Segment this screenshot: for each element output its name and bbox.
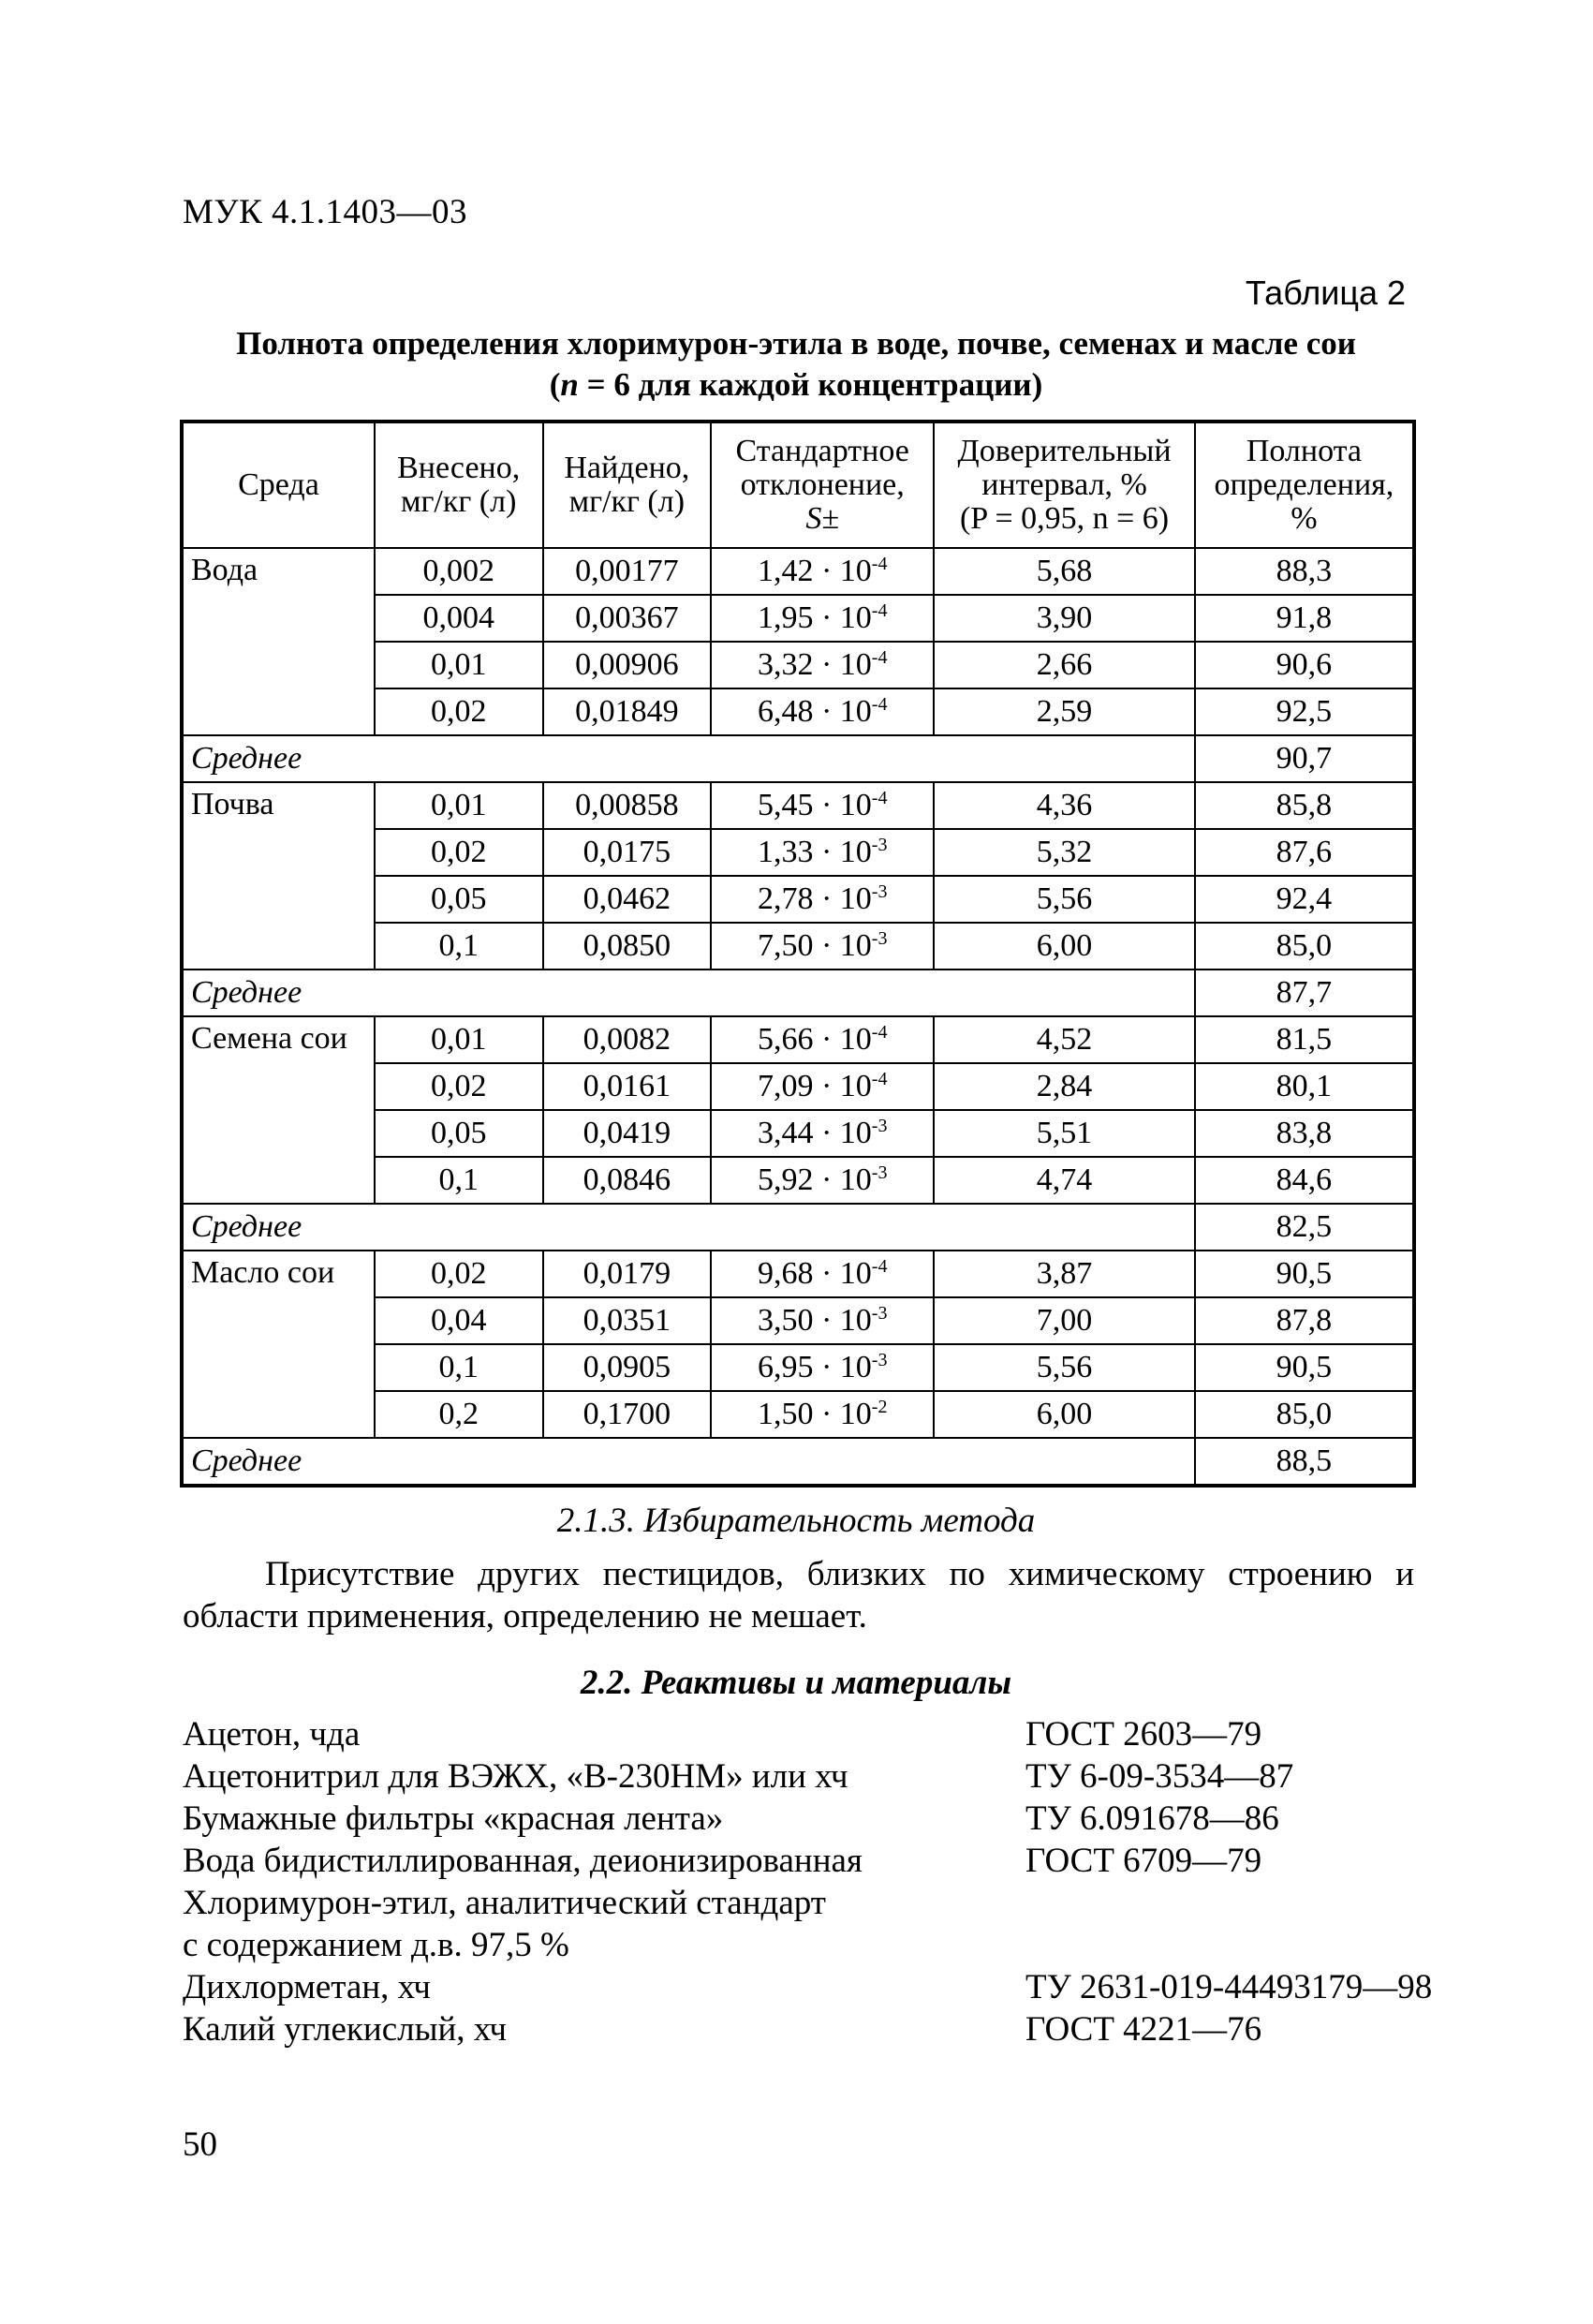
average-label: Среднее xyxy=(182,970,1195,1016)
table-body xyxy=(182,548,1414,1486)
header-confidence-interval: Доверительный интервал, % (P = 0,95, n = 6) xyxy=(934,422,1195,548)
confidence-interval-cell: 2,66 xyxy=(934,642,1195,688)
average-row xyxy=(182,1438,1414,1486)
title-rest: = 6 для каждой концентрации) xyxy=(578,366,1043,403)
confidence-interval-cell: 5,68 xyxy=(934,548,1195,595)
std-deviation-cell: $5,92 \cdot 10^{-3}$ xyxy=(711,1157,934,1204)
added-cell: 0,05 xyxy=(375,876,543,923)
recovery-cell: 88,3 xyxy=(1195,548,1414,595)
material-standard: ТУ 2631-019-44493179—98 xyxy=(1025,1968,1433,2006)
recovery-cell: 90,6 xyxy=(1195,642,1414,688)
found-cell: 0,01849 xyxy=(543,688,712,735)
header-found: Найдено, мг/кг (л) xyxy=(543,422,712,548)
material-name: Вода бидистиллированная, деионизированная xyxy=(183,1842,863,1880)
confidence-interval-cell: 4,36 xyxy=(934,782,1195,829)
added-cell: 0,01 xyxy=(375,1016,543,1063)
recovery-cell: 85,8 xyxy=(1195,782,1414,829)
section-213-text: Присутствие других пестицидов, близких по химическому строению и области применения, определению не мешает. xyxy=(183,1555,1414,1636)
std-deviation-cell: $3,44 \cdot 10^{-3}$ xyxy=(711,1110,934,1157)
average-row xyxy=(182,735,1414,782)
found-cell: 0,00367 xyxy=(543,595,712,642)
found-cell: 0,0850 xyxy=(543,923,712,970)
added-cell: 0,02 xyxy=(375,829,543,876)
confidence-interval-cell: 6,00 xyxy=(934,1391,1195,1438)
header-medium: Среда xyxy=(182,422,375,548)
table-row xyxy=(182,1251,1414,1297)
std-deviation-cell: $5,66 \cdot 10^{-4}$ xyxy=(711,1016,934,1063)
title-paren: ( xyxy=(549,366,561,403)
table-title xyxy=(178,323,1414,406)
material-name: Калий углекислый, хч xyxy=(183,2010,508,2049)
recovery-table xyxy=(180,420,1416,1488)
confidence-interval-cell: 3,90 xyxy=(934,595,1195,642)
std-deviation-cell: $2,78 \cdot 10^{-3}$ xyxy=(711,876,934,923)
confidence-interval-cell: 5,32 xyxy=(934,829,1195,876)
table-row xyxy=(182,782,1414,829)
added-cell: 0,02 xyxy=(375,1251,543,1297)
found-cell: 0,0462 xyxy=(543,876,712,923)
found-cell: 0,0419 xyxy=(543,1110,712,1157)
confidence-interval-cell: 2,59 xyxy=(934,688,1195,735)
added-cell: 0,004 xyxy=(375,595,543,642)
medium-cell: Почва xyxy=(182,782,375,970)
confidence-interval-cell: 5,56 xyxy=(934,876,1195,923)
average-row xyxy=(182,970,1414,1016)
std-deviation-cell: $1,95 \cdot 10^{-4}$ xyxy=(711,595,934,642)
std-deviation-cell: $1,50 \cdot 10^{-2}$ xyxy=(711,1391,934,1438)
material-standard: ТУ 6-09-3534—87 xyxy=(1025,1757,1294,1796)
medium-cell: Семена сои xyxy=(182,1016,375,1204)
average-value: 87,7 xyxy=(1195,970,1414,1016)
added-cell: 0,02 xyxy=(375,1063,543,1110)
medium-cell: Масло сои xyxy=(182,1251,375,1438)
recovery-cell: 90,5 xyxy=(1195,1251,1414,1297)
std-deviation-cell: $7,50 \cdot 10^{-3}$ xyxy=(711,923,934,970)
header-std-deviation: Стандартное отклонение, S± xyxy=(711,422,934,548)
material-name: Дихлорметан, хч xyxy=(183,1968,431,2006)
recovery-cell: 85,0 xyxy=(1195,1391,1414,1438)
confidence-interval-cell: 3,87 xyxy=(934,1251,1195,1297)
found-cell: 0,0082 xyxy=(543,1016,712,1063)
added-cell: 0,1 xyxy=(375,923,543,970)
recovery-cell: 80,1 xyxy=(1195,1063,1414,1110)
std-deviation-cell: $3,50 \cdot 10^{-3}$ xyxy=(711,1297,934,1344)
table-row xyxy=(182,548,1414,595)
added-cell: 0,02 xyxy=(375,688,543,735)
material-standard: ТУ 6.091678—86 xyxy=(1025,1799,1279,1838)
table-number: Таблица 2 xyxy=(1245,274,1406,312)
recovery-cell: 92,4 xyxy=(1195,876,1414,923)
found-cell: 0,0179 xyxy=(543,1251,712,1297)
added-cell: 0,1 xyxy=(375,1344,543,1391)
medium-cell: Вода xyxy=(182,548,375,735)
added-cell: 0,1 xyxy=(375,1157,543,1204)
recovery-cell: 83,8 xyxy=(1195,1110,1414,1157)
recovery-cell: 81,5 xyxy=(1195,1016,1414,1063)
average-label: Среднее xyxy=(182,735,1195,782)
average-value: 90,7 xyxy=(1195,735,1414,782)
title-n: n xyxy=(560,366,579,403)
header-added: Внесено, мг/кг (л) xyxy=(375,422,543,548)
found-cell: 0,0161 xyxy=(543,1063,712,1110)
std-deviation-cell: $1,42 \cdot 10^{-4}$ xyxy=(711,548,934,595)
header-recovery: Полнота определения, % xyxy=(1195,422,1414,548)
average-value: 88,5 xyxy=(1195,1438,1414,1486)
material-name: Ацетон, чда xyxy=(183,1715,361,1754)
table-title-line2 xyxy=(178,364,1414,406)
confidence-interval-cell: 2,84 xyxy=(934,1063,1195,1110)
confidence-interval-cell: 7,00 xyxy=(934,1297,1195,1344)
material-standard: ГОСТ 4221—76 xyxy=(1025,2010,1262,2049)
found-cell: 0,0905 xyxy=(543,1344,712,1391)
added-cell: 0,01 xyxy=(375,782,543,829)
average-label: Среднее xyxy=(182,1204,1195,1251)
added-cell: 0,05 xyxy=(375,1110,543,1157)
page-number: 50 xyxy=(183,2125,217,2164)
recovery-cell: 92,5 xyxy=(1195,688,1414,735)
recovery-cell: 87,6 xyxy=(1195,829,1414,876)
added-cell: 0,2 xyxy=(375,1391,543,1438)
found-cell: 0,00177 xyxy=(543,548,712,595)
std-deviation-cell: $6,95 \cdot 10^{-3}$ xyxy=(711,1344,934,1391)
std-deviation-cell: $6,48 \cdot 10^{-4}$ xyxy=(711,688,934,735)
table-title-line1: Полнота определения хлоримурон-этила в воде, почве, семенах и масле сои xyxy=(236,325,1356,362)
material-standard: ГОСТ 6709—79 xyxy=(1025,1842,1262,1880)
std-deviation-cell: $9,68 \cdot 10^{-4}$ xyxy=(711,1251,934,1297)
recovery-cell: 87,8 xyxy=(1195,1297,1414,1344)
average-label: Среднее xyxy=(182,1438,1195,1486)
confidence-interval-cell: 4,74 xyxy=(934,1157,1195,1204)
added-cell: 0,01 xyxy=(375,642,543,688)
confidence-interval-cell: 5,51 xyxy=(934,1110,1195,1157)
material-name: Ацетонитрил для ВЭЖХ, «В-230НМ» или хч xyxy=(183,1757,848,1796)
document-code: МУК 4.1.1403—03 xyxy=(183,193,468,231)
section-22-title: 2.2. Реактивы и материалы xyxy=(580,1664,1012,1702)
material-name: Бумажные фильтры «красная лента» xyxy=(183,1799,724,1838)
recovery-cell: 90,5 xyxy=(1195,1344,1414,1391)
confidence-interval-cell: 5,56 xyxy=(934,1344,1195,1391)
average-value: 82,5 xyxy=(1195,1204,1414,1251)
found-cell: 0,00858 xyxy=(543,782,712,829)
average-row xyxy=(182,1204,1414,1251)
material-name: с содержанием д.в. 97,5 % xyxy=(183,1926,569,1964)
found-cell: 0,1700 xyxy=(543,1391,712,1438)
added-cell: 0,04 xyxy=(375,1297,543,1344)
recovery-cell: 91,8 xyxy=(1195,595,1414,642)
found-cell: 0,00906 xyxy=(543,642,712,688)
found-cell: 0,0846 xyxy=(543,1157,712,1204)
std-deviation-cell: $7,09 \cdot 10^{-4}$ xyxy=(711,1063,934,1110)
material-name: Хлоримурон-этил, аналитический стандарт xyxy=(183,1884,826,1922)
found-cell: 0,0351 xyxy=(543,1297,712,1344)
added-cell: 0,002 xyxy=(375,548,543,595)
found-cell: 0,0175 xyxy=(543,829,712,876)
std-deviation-cell: $3,32 \cdot 10^{-4}$ xyxy=(711,642,934,688)
section-213-title: 2.1.3. Избирательность метода xyxy=(556,1502,1036,1540)
recovery-cell: 85,0 xyxy=(1195,923,1414,970)
recovery-cell: 84,6 xyxy=(1195,1157,1414,1204)
table-row xyxy=(182,1016,1414,1063)
table-header-row xyxy=(182,422,1414,548)
confidence-interval-cell: 6,00 xyxy=(934,923,1195,970)
std-deviation-cell: $5,45 \cdot 10^{-4}$ xyxy=(711,782,934,829)
std-deviation-cell: $1,33 \cdot 10^{-3}$ xyxy=(711,829,934,876)
material-standard: ГОСТ 2603—79 xyxy=(1025,1715,1262,1754)
confidence-interval-cell: 4,52 xyxy=(934,1016,1195,1063)
